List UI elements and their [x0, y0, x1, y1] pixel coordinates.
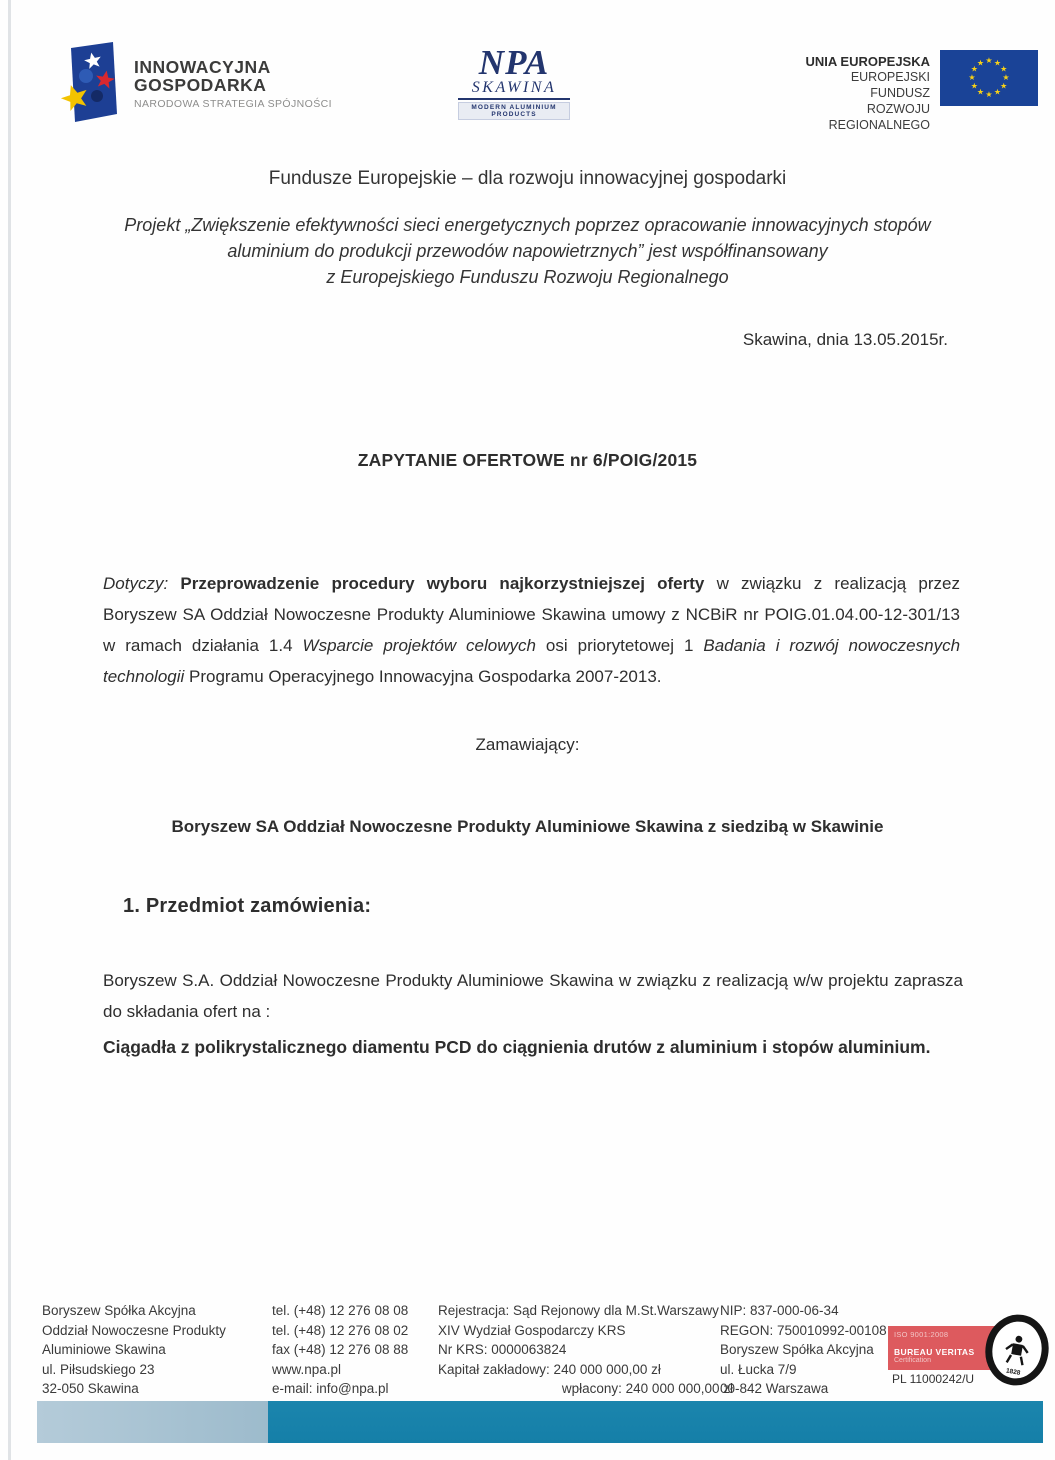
zamawiajacy-value: Boryszew SA Oddział Nowoczesne Produkty Aluminiowe Skawina z siedzibą w Skawinie: [171, 817, 884, 836]
footer-tax-column: [720, 1301, 895, 1399]
dotyczy-text-1: w związku z realizacją przez Boryszew SA Oddział Nowoczesne Produkty Aluminiowe Skawina umowy z NCBiR nr POIG.01.04.00-12-301/13 w ramach działania 1.4: [103, 574, 960, 655]
footer-registry-column: [438, 1301, 733, 1399]
footer-line: Nr KRS: 0000063824: [438, 1342, 567, 1357]
ig-title-line1: INNOWACYJNA: [134, 57, 271, 77]
footer-line: ul. Łucka 7/9: [720, 1361, 797, 1377]
innowacyjna-gospodarka-logo: [62, 40, 332, 124]
badge-iso-label: ISO 9001:2008: [894, 1330, 949, 1339]
dotyczy-text-3: Programu Operacyjnego Innowacyjna Gospodarka 2007-2013.: [184, 667, 662, 686]
bureau-veritas-badge: [888, 1318, 1044, 1390]
footer-line: 00-842 Warszawa: [720, 1381, 829, 1396]
dotyczy-label: Dotyczy:: [103, 574, 169, 593]
badge-org-label: BUREAU VERITAS: [894, 1347, 975, 1357]
dateline: Skawina, dnia 13.05.2015r.: [742, 330, 948, 349]
project-description: [0, 212, 1055, 290]
eu-line1: UNIA EUROPEJSKA: [805, 54, 930, 69]
footer-line: NIP: 837-000-06-34: [720, 1303, 839, 1318]
eu-line2: EUROPEJSKI FUNDUSZ: [850, 70, 930, 100]
footer-email: e-mail: info@npa.pl: [272, 1381, 389, 1396]
footer-line: Boryszew Spółka Akcyjna: [720, 1342, 874, 1357]
project-line-2: aluminium do produkcji przewodów napowietrznych” jest współfinansowany: [227, 241, 828, 261]
footer-line: REGON: 750010992-00108: [720, 1322, 887, 1338]
footer-line: Aluminiowe Skawina: [42, 1342, 166, 1357]
footer-line: ul. Piłsudskiego 23: [42, 1361, 155, 1377]
section1-heading: 1. Przedmiot zamówienia:: [123, 895, 372, 917]
badge-certificate-number: PL 11000242/U: [892, 1372, 975, 1386]
bottom-bar-light: [37, 1401, 268, 1443]
footer-line: fax (+48) 12 276 08 88: [272, 1342, 409, 1357]
innowacyjna-flag-icon: [62, 40, 122, 124]
svg-text:1828: 1828: [1005, 1367, 1021, 1377]
dotyczy-italic-2: Badania i rozwój nowoczesnych technologii: [103, 636, 961, 686]
dotyczy-italic-1: Wsparcie projektów celowych: [302, 636, 536, 655]
footer-line: XIV Wydział Gospodarczy KRS: [438, 1322, 626, 1338]
eu-flag-icon: ★ ★ ★ ★ ★ ★ ★ ★ ★ ★ ★ ★: [940, 50, 1038, 106]
section1-body: Boryszew S.A. Oddział Nowoczesne Produkty Aluminiowe Skawina w związku z realizacją w/w projektu zaprasza do składania ofert na :: [103, 971, 963, 1021]
funds-motto: Fundusze Europejskie – dla rozwoju innowacyjnej gospodarki: [268, 168, 787, 189]
npa-tagline: MODERN ALUMINIUM PRODUCTS: [458, 102, 570, 120]
ig-subtitle: NARODOWA STRATEGIA SPÓJNOŚCI: [134, 98, 332, 110]
eu-logo-text: [790, 54, 930, 133]
dotyczy-bold-lead: Przeprowadzenie procedury wyboru najkorzystniejszej oferty: [168, 574, 705, 593]
footer-line: wpłacony: 240 000 000,00 zł: [561, 1381, 733, 1396]
footer-line: Oddział Nowoczesne Produkty: [42, 1322, 226, 1338]
zamawiajacy-label: Zamawiający:: [475, 735, 580, 754]
npa-city: SKAWINA: [458, 79, 570, 100]
project-line-1: Projekt „Zwiększenie efektywności sieci energetycznych poprzez opracowanie innowacyjnych stopów: [124, 215, 931, 235]
footer-line: Kapitał zakładowy: 240 000 000,00 zł: [438, 1361, 661, 1377]
ig-title-line2: GOSPODARKA: [134, 75, 267, 95]
footer-line: tel. (+48) 12 276 08 08: [272, 1303, 409, 1318]
dotyczy-paragraph: [103, 568, 960, 692]
project-line-3: z Europejskiego Funduszu Rozwoju Regionalnego: [326, 267, 729, 287]
footer-line: tel. (+48) 12 276 08 02: [272, 1322, 409, 1338]
footer-line: Boryszew Spółka Akcyjna: [42, 1303, 196, 1318]
dotyczy-text-2: osi priorytetowej 1: [535, 636, 704, 655]
ig-logo-text: [134, 58, 332, 110]
eu-funds-logo: [790, 50, 1038, 133]
bureau-veritas-seal-icon: [982, 1312, 1052, 1388]
footer-line: 32-050 Skawina: [42, 1381, 139, 1396]
document-title: ZAPYTANIE OFERTOWE nr 6/POIG/2015: [357, 450, 698, 470]
eu-line3: ROZWOJU REGIONALNEGO: [828, 102, 930, 132]
npa-skawina-logo: [458, 43, 570, 120]
footer-contact-column: [272, 1301, 437, 1399]
footer-website: www.npa.pl: [272, 1361, 342, 1377]
section1-subject: Ciągadła z polikrystalicznego diamentu PCD do ciągnienia drutów z aluminium i stopów aluminium.: [103, 1037, 931, 1057]
npa-acronym: NPA: [478, 43, 550, 82]
footer-line: Rejestracja: Sąd Rejonowy dla M.St.Warszawy: [438, 1303, 719, 1318]
bottom-bar-dark: [268, 1401, 1043, 1443]
badge-cert-label: Certification: [894, 1357, 931, 1364]
footer-company-column: [42, 1301, 252, 1399]
